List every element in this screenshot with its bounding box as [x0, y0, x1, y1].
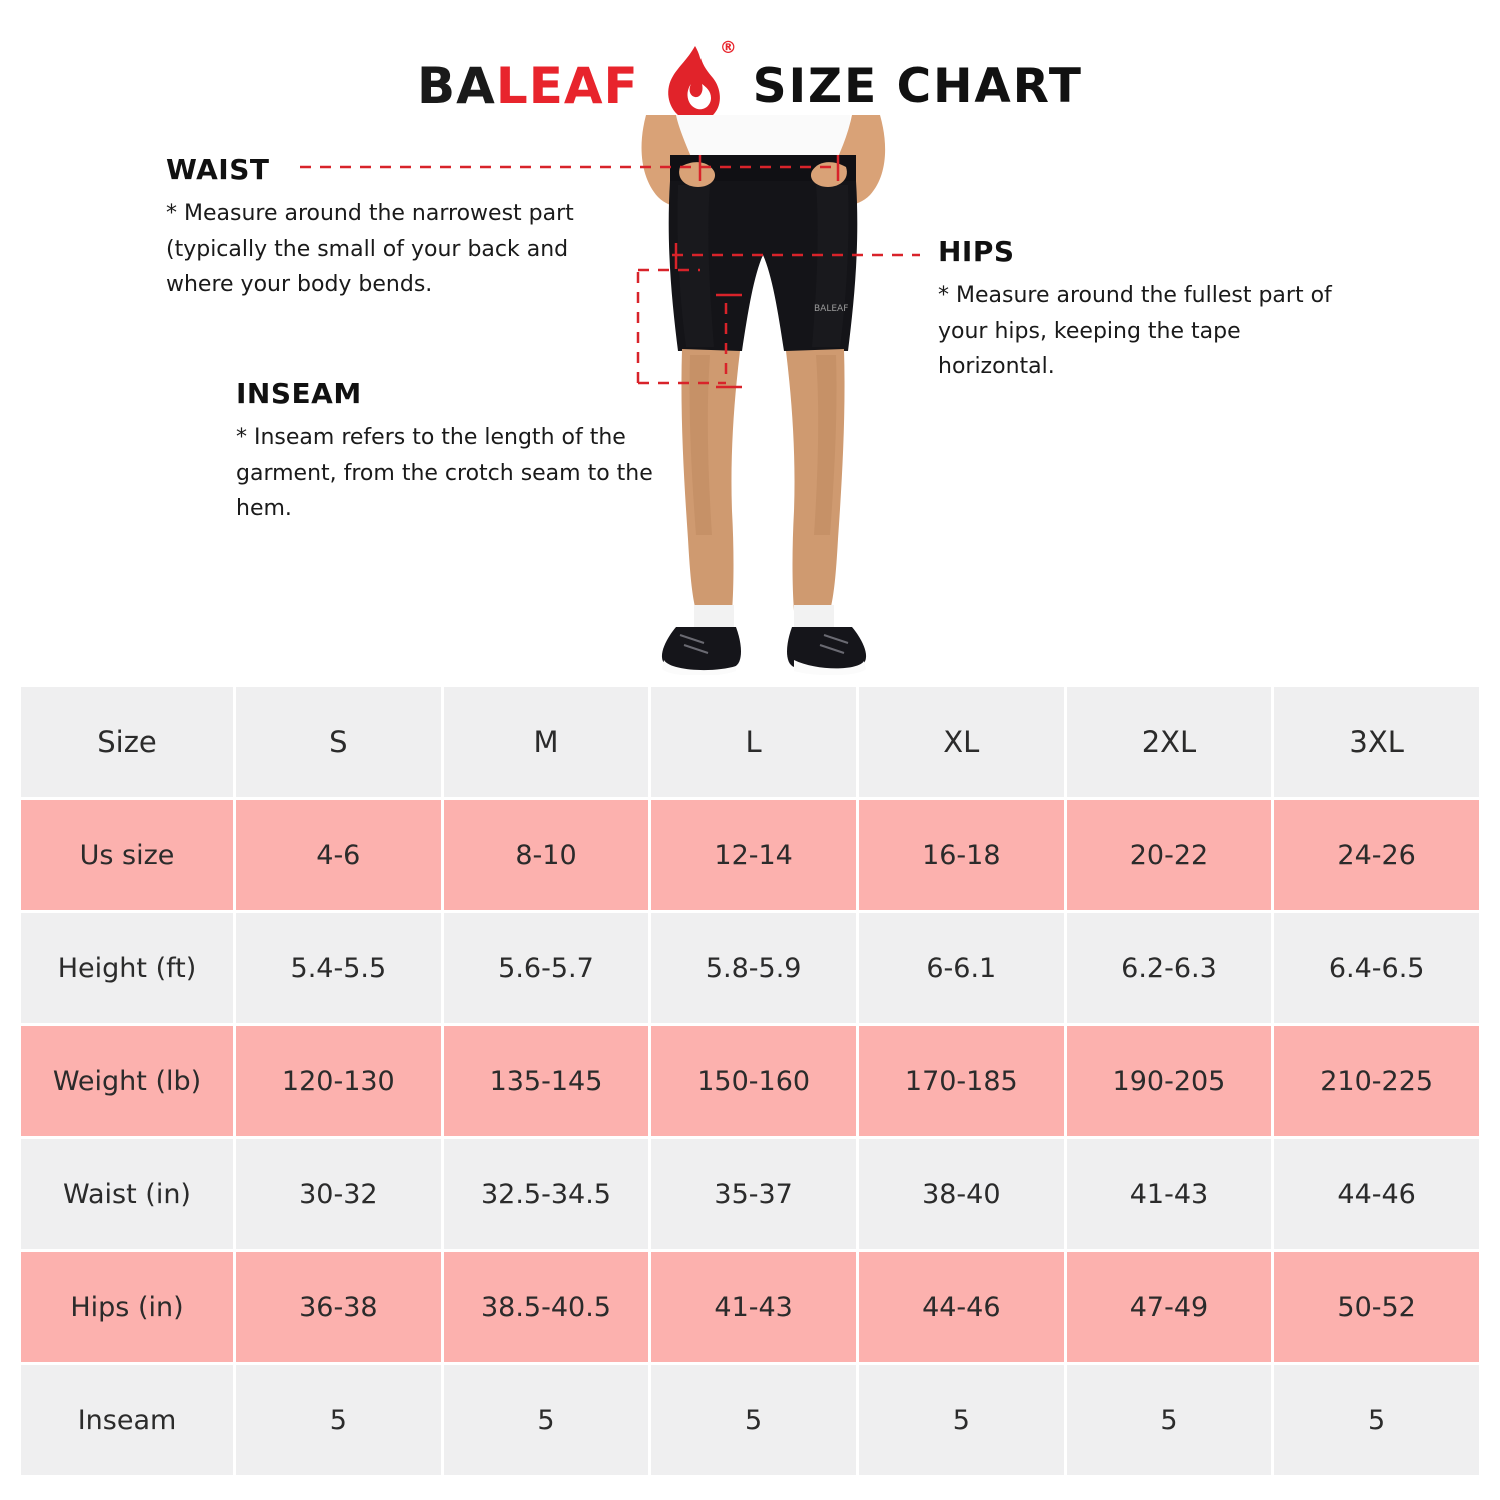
table-header-cell: M: [444, 687, 649, 797]
annotation-waist-heading: WAIST: [166, 153, 270, 186]
table-header-cell: L: [651, 687, 856, 797]
table-row: [21, 800, 1479, 910]
table-cell: 41-43: [651, 1252, 856, 1362]
table-header-cell: 2XL: [1067, 687, 1272, 797]
table-cell: 170-185: [859, 1026, 1064, 1136]
table-row-label: Inseam: [21, 1365, 233, 1475]
table-row: [21, 1026, 1479, 1136]
table-row: [21, 913, 1479, 1023]
annotation-hips-heading: HIPS: [938, 235, 1015, 268]
annotation-inseam-body: * Inseam refers to the length of the garment, from the crotch seam to the hem.: [236, 425, 653, 522]
table-cell: 44-46: [859, 1252, 1064, 1362]
table-cell: 24-26: [1274, 800, 1479, 910]
measurement-illustration: [0, 115, 1500, 675]
registered-trademark-icon: ®: [719, 38, 737, 58]
table-cell: 190-205: [1067, 1026, 1272, 1136]
page-title: SIZE CHART: [752, 58, 1083, 114]
table-cell: 38-40: [859, 1139, 1064, 1249]
table-cell: 6.4-6.5: [1274, 913, 1479, 1023]
table-cell: 30-32: [236, 1139, 441, 1249]
table-cell: 44-46: [1274, 1139, 1479, 1249]
model-photo: [618, 115, 948, 675]
table-header-cell: 3XL: [1274, 687, 1479, 797]
table-cell: 41-43: [1067, 1139, 1272, 1249]
table-row: [21, 1365, 1479, 1475]
annotation-hips-body: * Measure around the fullest part of your hips, keeping the tape horizontal.: [938, 283, 1332, 380]
table-row-label: Us size: [21, 800, 233, 910]
annotation-hips: [938, 235, 1358, 385]
table-row-label: Hips (in): [21, 1252, 233, 1362]
table-cell: 8-10: [444, 800, 649, 910]
table-cell: 20-22: [1067, 800, 1272, 910]
table-cell: 50-52: [1274, 1252, 1479, 1362]
table-cell: 12-14: [651, 800, 856, 910]
table-cell: 5.4-5.5: [236, 913, 441, 1023]
table-cell: 32.5-34.5: [444, 1139, 649, 1249]
table-cell: 5.8-5.9: [651, 913, 856, 1023]
annotation-inseam-heading: INSEAM: [236, 377, 362, 410]
table-header-row: [21, 687, 1479, 797]
size-table: [18, 684, 1482, 1478]
table-header-cell: Size: [21, 687, 233, 797]
svg-text:BALEAF: BALEAF: [814, 304, 849, 314]
table-cell: 4-6: [236, 800, 441, 910]
table-row: [21, 1252, 1479, 1362]
table-cell: 135-145: [444, 1026, 649, 1136]
table-cell: 6.2-6.3: [1067, 913, 1272, 1023]
table-header-cell: XL: [859, 687, 1064, 797]
table-cell: 6-6.1: [859, 913, 1064, 1023]
brand-prefix: BA: [417, 57, 496, 115]
table-row: [21, 1139, 1479, 1249]
table-cell: 120-130: [236, 1026, 441, 1136]
annotation-waist-body: * Measure around the narrowest part (typically the small of your back and where your body bends.: [166, 201, 574, 298]
table-cell: 16-18: [859, 800, 1064, 910]
table-row-label: Weight (lb): [21, 1026, 233, 1136]
annotation-waist: [166, 153, 616, 303]
table-row-label: Waist (in): [21, 1139, 233, 1249]
table-cell: 47-49: [1067, 1252, 1272, 1362]
brand-suffix: LEAF: [495, 57, 639, 115]
table-cell: 38.5-40.5: [444, 1252, 649, 1362]
table-cell: 5: [236, 1365, 441, 1475]
table-cell: 5: [1067, 1365, 1272, 1475]
table-cell: 36-38: [236, 1252, 441, 1362]
table-cell: 150-160: [651, 1026, 856, 1136]
table-cell: 35-37: [651, 1139, 856, 1249]
annotation-inseam: [236, 377, 656, 527]
table-cell: 5: [1274, 1365, 1479, 1475]
table-cell: 5.6-5.7: [444, 913, 649, 1023]
table-cell: 5: [859, 1365, 1064, 1475]
table-cell: 5: [444, 1365, 649, 1475]
table-header-cell: S: [236, 687, 441, 797]
table-cell: 210-225: [1274, 1026, 1479, 1136]
table-cell: 5: [651, 1365, 856, 1475]
table-row-label: Height (ft): [21, 913, 233, 1023]
brand-logo: [417, 57, 639, 115]
